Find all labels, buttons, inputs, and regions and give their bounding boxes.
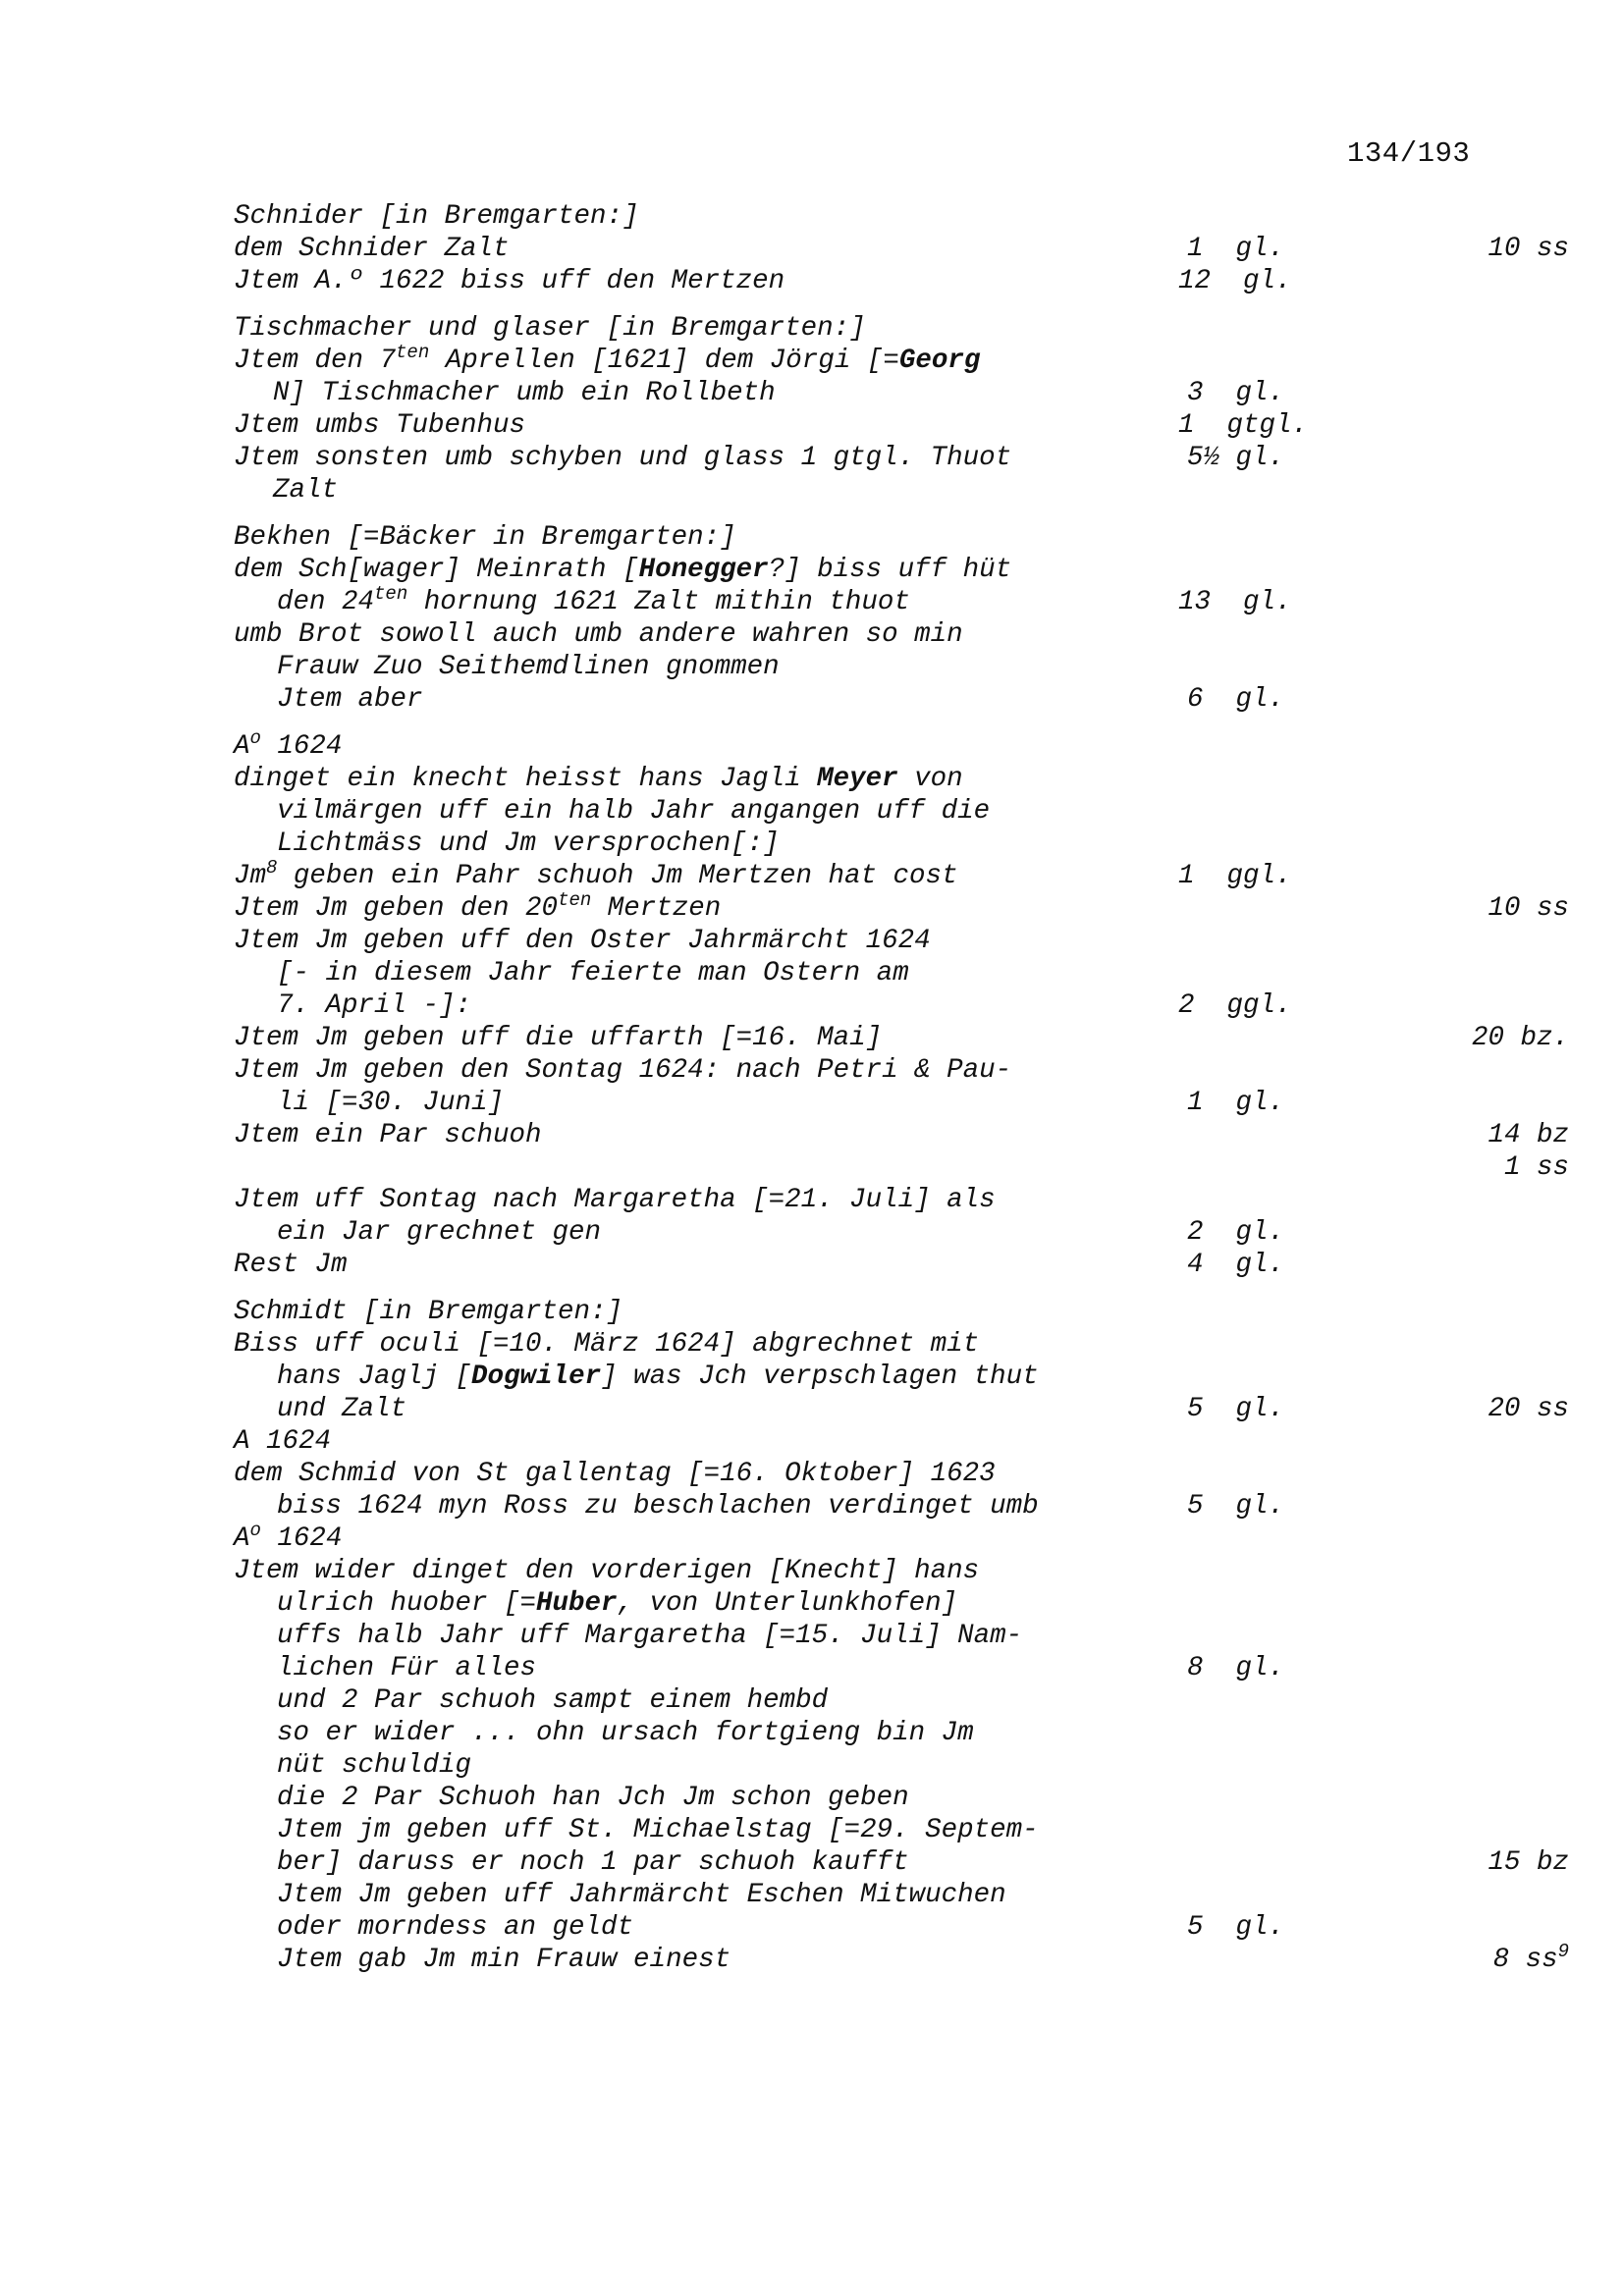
- ledger-line: [234, 683, 1510, 716]
- ledger-line: [234, 312, 1510, 345]
- ledger-text: Jm$^8$ geben ein Pahr schuoh Jm Mertzen hat cost: [234, 857, 958, 891]
- ledger-line: [234, 1361, 1510, 1393]
- ledger-line: [234, 1587, 1510, 1620]
- ledger-line: [234, 651, 1510, 683]
- section-gap: [234, 716, 1510, 730]
- ledger-line: [234, 1814, 1510, 1846]
- ledger-line: [234, 1684, 1510, 1717]
- ledger-text: Jtem Jm geben den $20^{ten}$ Mertzen: [234, 889, 722, 924]
- ledger-text: ulrich huober [=Huber, von Unterlunkhofen]: [277, 1588, 958, 1619]
- ledger-text: lichen Für alles: [277, 1653, 537, 1683]
- section-gap: [234, 1281, 1510, 1296]
- ledger-text: nüt schuldig: [277, 1750, 472, 1781]
- ledger-text: Schnider [in Bremgarten:]: [234, 201, 639, 232]
- ledger-line: [234, 1425, 1510, 1458]
- ledger-text: Tischmacher und glaser [in Bremgarten:]: [234, 313, 866, 344]
- ledger-text: Jtem aber: [277, 684, 423, 715]
- ledger-text: Jtem Jm geben uff die uffarth [=16. Mai]: [234, 1023, 883, 1053]
- ledger-line: [234, 1296, 1510, 1328]
- ledger-line: [234, 1941, 1569, 1976]
- ledger-line: [234, 1393, 1569, 1425]
- ledger-line: [234, 828, 1510, 860]
- ledger-line: [234, 200, 1510, 233]
- page-number: 134/193: [1347, 137, 1471, 170]
- section-gap: [234, 297, 1510, 312]
- amount-small-coin: 10 ss: [1488, 893, 1569, 924]
- ledger-text: hans Jaglj [Dogwiler] was Jch verpschlagen thut: [277, 1362, 1039, 1392]
- ledger-text: dem Schmid von St gallentag [=16. Oktober] 1623: [234, 1459, 996, 1489]
- ledger-line: [234, 763, 1510, 795]
- amount-gulden: 5 gl.: [1186, 1912, 1284, 1943]
- ledger-text: Jtem Jm geben uff Jahrmärcht Eschen Mitwuchen: [277, 1880, 1006, 1910]
- amount-gulden: 1 ggl.: [1178, 861, 1292, 891]
- ledger-line: [234, 265, 1510, 297]
- amount-gulden: 2 ggl.: [1178, 990, 1292, 1021]
- ledger-text: $A^o$ 1624: [234, 727, 343, 762]
- ledger-line: [234, 1652, 1510, 1684]
- ledger-line: [234, 1620, 1510, 1652]
- ledger-text: Jtem gab Jm min Frauw einest: [277, 1945, 731, 1975]
- amount-gulden: 8 gl.: [1186, 1653, 1284, 1683]
- ledger-line: [234, 727, 1510, 763]
- ledger-line: [234, 1717, 1510, 1749]
- ledger-text: [- in diesem Jahr feierte man Ostern am: [277, 958, 909, 988]
- amount-small-coin: 10 ss: [1488, 234, 1569, 264]
- ledger-line: [234, 1522, 1510, 1555]
- ledger-text: biss 1624 myn Ross zu beschlachen verdinget umb: [277, 1491, 1039, 1522]
- ledger-text: Jtem A.º 1622 biss uff den Mertzen: [234, 266, 785, 296]
- ledger-text: dem Schnider Zalt: [234, 234, 510, 264]
- ledger-text: Jtem jm geben uff St. Michaelstag [=29. Septem-: [277, 1815, 1039, 1845]
- amount-gulden: 1 gl.: [1186, 234, 1284, 264]
- amount-gulden: 4 gl.: [1186, 1250, 1284, 1280]
- ledger-line: [234, 1249, 1510, 1281]
- ledger-line: [234, 1911, 1510, 1944]
- amount-gulden: 1 gtgl.: [1178, 410, 1309, 441]
- ledger-line: [234, 857, 1510, 892]
- ledger-line: [234, 521, 1510, 554]
- ledger-text: Jtem Jm geben den Sontag 1624: nach Petri & Pau-: [234, 1055, 1012, 1086]
- amount-gulden: 5 gl.: [1186, 1491, 1284, 1522]
- amount-small-coin: 20 bz.: [1471, 1023, 1569, 1053]
- ledger-line: [234, 1490, 1510, 1522]
- ledger-line: [234, 342, 1510, 377]
- ledger-text: die 2 Par Schuoh han Jch Jm schon geben: [277, 1783, 909, 1813]
- ledger-text: Bekhen [=Bäcker in Bremgarten:]: [234, 522, 736, 553]
- ledger-text: Jtem sonsten umb schyben und glass 1 gtgl. Thuot: [234, 443, 1012, 473]
- amount-gulden: 5½ gl.: [1186, 443, 1284, 473]
- amount-gulden: 13 gl.: [1178, 587, 1292, 617]
- ledger-line: [234, 795, 1510, 828]
- ledger-text: li [=30. Juni]: [277, 1088, 505, 1118]
- ledger-text: und 2 Par schuoh sampt einem hembd: [277, 1685, 829, 1716]
- ledger-line: [234, 583, 1510, 618]
- ledger-text: Schmidt [in Bremgarten:]: [234, 1297, 623, 1327]
- amount-gulden: 1 gl.: [1186, 1088, 1284, 1118]
- ledger-text: uffs halb Jahr uff Margaretha [=15. Juli] Nam-: [277, 1621, 1023, 1651]
- ledger-line: [234, 1087, 1510, 1119]
- ledger-text: umb Brot sowoll auch umb andere wahren so min: [234, 619, 963, 650]
- ledger-text: vilmärgen uff ein halb Jahr angangen uff die: [277, 796, 991, 827]
- ledger-text: Lichtmäss und Jm versprochen[:]: [277, 828, 780, 859]
- ledger-line: [234, 409, 1510, 442]
- ledger-text: A 1624: [234, 1426, 332, 1457]
- amount-gulden: 2 gl.: [1186, 1217, 1284, 1248]
- ledger-line: [234, 233, 1569, 265]
- section-gap: [234, 507, 1510, 521]
- ledger-line: [234, 1054, 1510, 1087]
- ledger-line: [234, 1151, 1569, 1184]
- ledger-line: [234, 554, 1510, 586]
- ledger-line: [234, 889, 1569, 925]
- ledger-line: [234, 1846, 1569, 1879]
- ledger-text: oder morndess an geldt: [277, 1912, 634, 1943]
- amount-gulden: 3 gl.: [1186, 378, 1284, 408]
- ledger-line: [234, 1184, 1510, 1216]
- amount-small-coin: 15 bz: [1488, 1847, 1569, 1878]
- ledger-text: Jtem umbs Tubenhus: [234, 410, 526, 441]
- ledger-line: [234, 442, 1510, 474]
- ledger-text: dinget ein knecht heisst hans Jagli Meyer von: [234, 764, 963, 794]
- ledger-line: [234, 1782, 1510, 1814]
- amount-small-coin: 8 $ss^9$: [1492, 1941, 1569, 1975]
- ledger-line: [234, 618, 1510, 651]
- ledger-line: [234, 1328, 1510, 1361]
- amount-gulden: 12 gl.: [1178, 266, 1292, 296]
- ledger-text: ber] daruss er noch 1 par schuoh kaufft: [277, 1847, 909, 1878]
- ledger-line: [234, 1879, 1510, 1911]
- ledger-text: Rest Jm: [234, 1250, 348, 1280]
- ledger-text: den $24^{ten}$ hornung 1621 Zalt mithin thuot: [277, 583, 910, 617]
- ledger-text: so er wider ... ohn ursach fortgieng bin Jm: [277, 1718, 974, 1748]
- amount-gulden: 6 gl.: [1186, 684, 1284, 715]
- ledger-text: N] Tischmacher umb ein Rollbeth: [273, 378, 776, 408]
- ledger-text: Jtem uff Sontag nach Margaretha [=21. Juli] als: [234, 1185, 996, 1215]
- amount-small-coin: 20 ss: [1488, 1394, 1569, 1424]
- ledger-line: [234, 1749, 1510, 1782]
- ledger-line: [234, 474, 1510, 507]
- ledger-line: [234, 377, 1510, 409]
- ledger-line: [234, 1022, 1569, 1054]
- ledger-text: Jtem den $7^{ten}$ Aprellen [1621] dem Jörgi [=Georg: [234, 342, 981, 376]
- amount-small-coin: 1 ss: [1503, 1152, 1569, 1183]
- ledger-text: Jtem wider dinget den vorderigen [Knecht] hans: [234, 1556, 980, 1586]
- ledger-text: dem Sch[wager] Meinrath [Honegger?] biss uff hüt: [234, 555, 1012, 585]
- ledger-line: [234, 957, 1510, 989]
- ledger-text: $A^o$ 1624: [234, 1520, 343, 1554]
- ledger-text: und Zalt: [277, 1394, 407, 1424]
- ledger-line: [234, 989, 1510, 1022]
- ledger-text: Biss uff oculi [=10. März 1624] abgrechnet mit: [234, 1329, 980, 1360]
- ledger-line: [234, 1555, 1510, 1587]
- amount-gulden: 5 gl.: [1186, 1394, 1284, 1424]
- ledger-line: [234, 1216, 1510, 1249]
- ledger-text: Frauw Zuo Seithemdlinen gnommen: [277, 652, 780, 682]
- ledger-text: Jtem Jm geben uff den Oster Jahrmärcht 1624: [234, 926, 931, 956]
- ledger-text: ein Jar grechnet gen: [277, 1217, 602, 1248]
- ledger-line: [234, 1458, 1510, 1490]
- amount-small-coin: 14 bz: [1488, 1120, 1569, 1150]
- ledger-line: [234, 1119, 1569, 1151]
- ledger-text: 7. April -]:: [277, 990, 472, 1021]
- ledger-line: [234, 925, 1510, 957]
- ledger-text: Zalt: [273, 475, 339, 506]
- ledger-text: Jtem ein Par schuoh: [234, 1120, 542, 1150]
- ledger-transcription: [234, 200, 1569, 1976]
